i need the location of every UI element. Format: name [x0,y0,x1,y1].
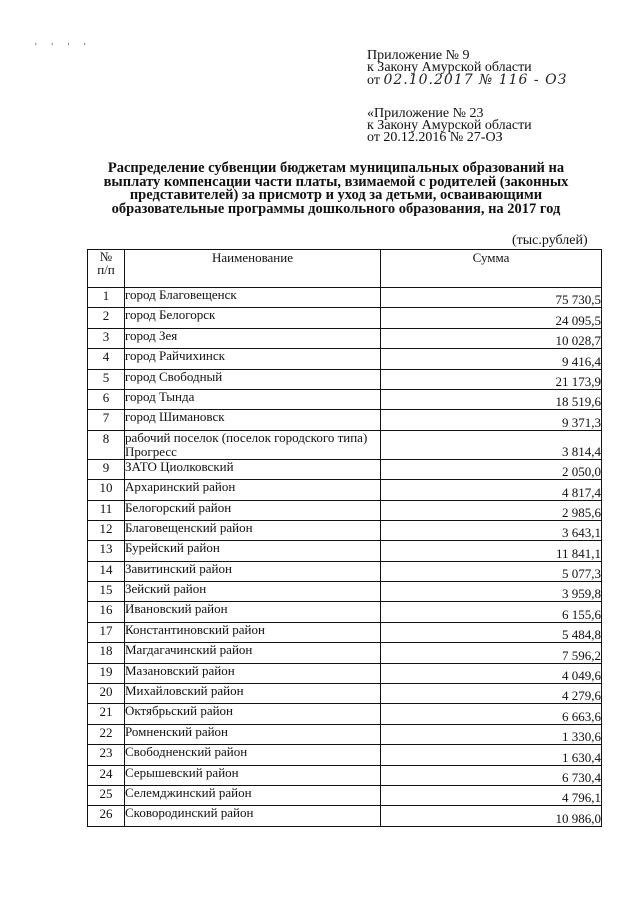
row-sum: 4 817,4 [381,480,602,500]
amendment-date-prefix: от [367,73,380,88]
row-name: Селемджинский район [125,785,381,805]
amendment-law: к Закону Амурской области [367,60,532,75]
row-name: Ромненский район [125,724,381,744]
table-row [88,643,602,663]
row-name: ЗАТО Циолковский [125,459,381,479]
row-num: 2 [88,308,125,328]
row-num: 19 [88,663,125,683]
table-row [88,520,602,540]
original-attachment-block [367,108,532,144]
units-label: (тыс.рублей) [512,233,588,248]
scan-marks: ' ' ' ' [35,42,92,53]
row-sum: 9 371,3 [381,410,602,430]
row-sum: 6 155,6 [381,602,602,622]
table-row [88,765,602,785]
amendment-title: Приложение № 9 [367,48,470,63]
row-num: 6 [88,389,125,409]
row-sum: 3 814,4 [381,430,602,459]
row-num: 21 [88,704,125,724]
row-sum: 10 028,7 [381,328,602,348]
title-line: Распределение субвенции бюджетам муниципальных образований на [107,160,565,176]
row-name: Мазановский район [125,663,381,683]
row-sum: 5 077,3 [381,561,602,581]
title-line: образовательные программы дошкольного образования, на 2017 год [111,200,561,217]
row-num: 25 [88,785,125,805]
row-name: город Тында [125,389,381,409]
row-name: Бурейский район [125,541,381,561]
row-sum: 3 643,1 [381,520,602,540]
row-sum: 11 841,1 [381,541,602,561]
row-name: Михайловский район [125,684,381,704]
row-name: Сковородинский район [125,806,381,826]
table-row [88,349,602,369]
table-row [88,561,602,581]
row-num: 5 [88,369,125,389]
row-sum: 7 596,2 [381,643,602,663]
row-sum: 18 519,6 [381,389,602,409]
table-row [88,622,602,642]
original-date-line: от 20.12.2016 № 27-ОЗ [367,130,503,145]
table-row [88,308,602,328]
row-num: 12 [88,520,125,540]
table-row [88,288,602,308]
distribution-table [87,249,602,827]
row-num: 10 [88,480,125,500]
row-name: город Белогорск [125,308,381,328]
table-row [88,541,602,561]
row-num: 8 [88,430,125,459]
table-row [88,500,602,520]
table-row [88,785,602,805]
table-row [88,582,602,602]
table-row [88,369,602,389]
table-row [88,806,602,826]
row-name: Свободненский район [125,745,381,765]
row-num: 17 [88,622,125,642]
amendment-block [367,50,567,87]
row-sum: 21 173,9 [381,369,602,389]
row-name: Благовещенский район [125,520,381,540]
row-sum: 3 959,8 [381,582,602,602]
row-sum: 9 416,4 [381,349,602,369]
row-name: город Благовещенск [125,288,381,308]
row-name: Октябрьский район [125,704,381,724]
table-row [88,430,602,459]
row-sum: 75 730,5 [381,288,602,308]
row-num: 4 [88,349,125,369]
row-name: Константиновский район [125,622,381,642]
table-row [88,459,602,479]
row-sum: 4 049,6 [381,663,602,683]
row-num: 16 [88,602,125,622]
row-num: 7 [88,410,125,430]
header-name: Наименование [125,250,381,288]
title-line: выплату компенсации части платы, взимаемой с родителей (законных [103,173,569,190]
row-num: 24 [88,765,125,785]
row-sum: 6 730,4 [381,765,602,785]
table-row [88,745,602,765]
title-line: представителей) за присмотр и уход за детьми, осваивающими [129,187,543,203]
table-header-row [88,250,602,288]
row-num: 15 [88,582,125,602]
row-num: 22 [88,724,125,744]
row-num: 23 [88,745,125,765]
row-num: 20 [88,684,125,704]
row-name: город Райчихинск [125,349,381,369]
table-row [88,602,602,622]
row-sum: 10 986,0 [381,806,602,826]
row-name: Ивановский район [125,602,381,622]
row-num: 11 [88,500,125,520]
table-row [88,410,602,430]
row-name: Магдагачинский район [125,643,381,663]
row-sum: 4 796,1 [381,785,602,805]
row-sum: 2 985,6 [381,500,602,520]
row-num: 13 [88,541,125,561]
table-row [88,704,602,724]
row-name: Зейский район [125,582,381,602]
row-num: 18 [88,643,125,663]
row-num: 1 [88,288,125,308]
row-num: 9 [88,459,125,479]
row-num: 3 [88,328,125,348]
table-row [88,328,602,348]
row-sum: 4 279,6 [381,684,602,704]
row-sum: 5 484,8 [381,622,602,642]
row-name: Завитинский район [125,561,381,581]
amendment-date-line [367,74,567,87]
row-sum: 2 050,0 [381,459,602,479]
table-row [88,684,602,704]
table-row [88,389,602,409]
original-title: «Приложение № 23 [367,106,484,121]
row-sum: 1 330,6 [381,724,602,744]
row-sum: 24 095,5 [381,308,602,328]
row-sum: 1 630,4 [381,745,602,765]
original-law: к Закону Амурской области [367,118,532,133]
row-sum: 6 663,6 [381,704,602,724]
header-num: № п/п [88,250,125,288]
header-sum: Сумма [381,250,602,288]
row-name: Белогорский район [125,500,381,520]
table-row [88,663,602,683]
handwritten-date-number: 02.10.2017 № 116 - ОЗ [383,72,568,88]
row-name: Серышевский район [125,765,381,785]
table-row [88,480,602,500]
row-name: город Свободный [125,369,381,389]
table-row [88,724,602,744]
row-num: 26 [88,806,125,826]
row-name: рабочий поселок (поселок городского типа) Прогресс [125,430,381,459]
row-name: город Зея [125,328,381,348]
row-name: город Шимановск [125,410,381,430]
row-num: 14 [88,561,125,581]
row-name: Архаринский район [125,480,381,500]
document-title [80,162,592,216]
